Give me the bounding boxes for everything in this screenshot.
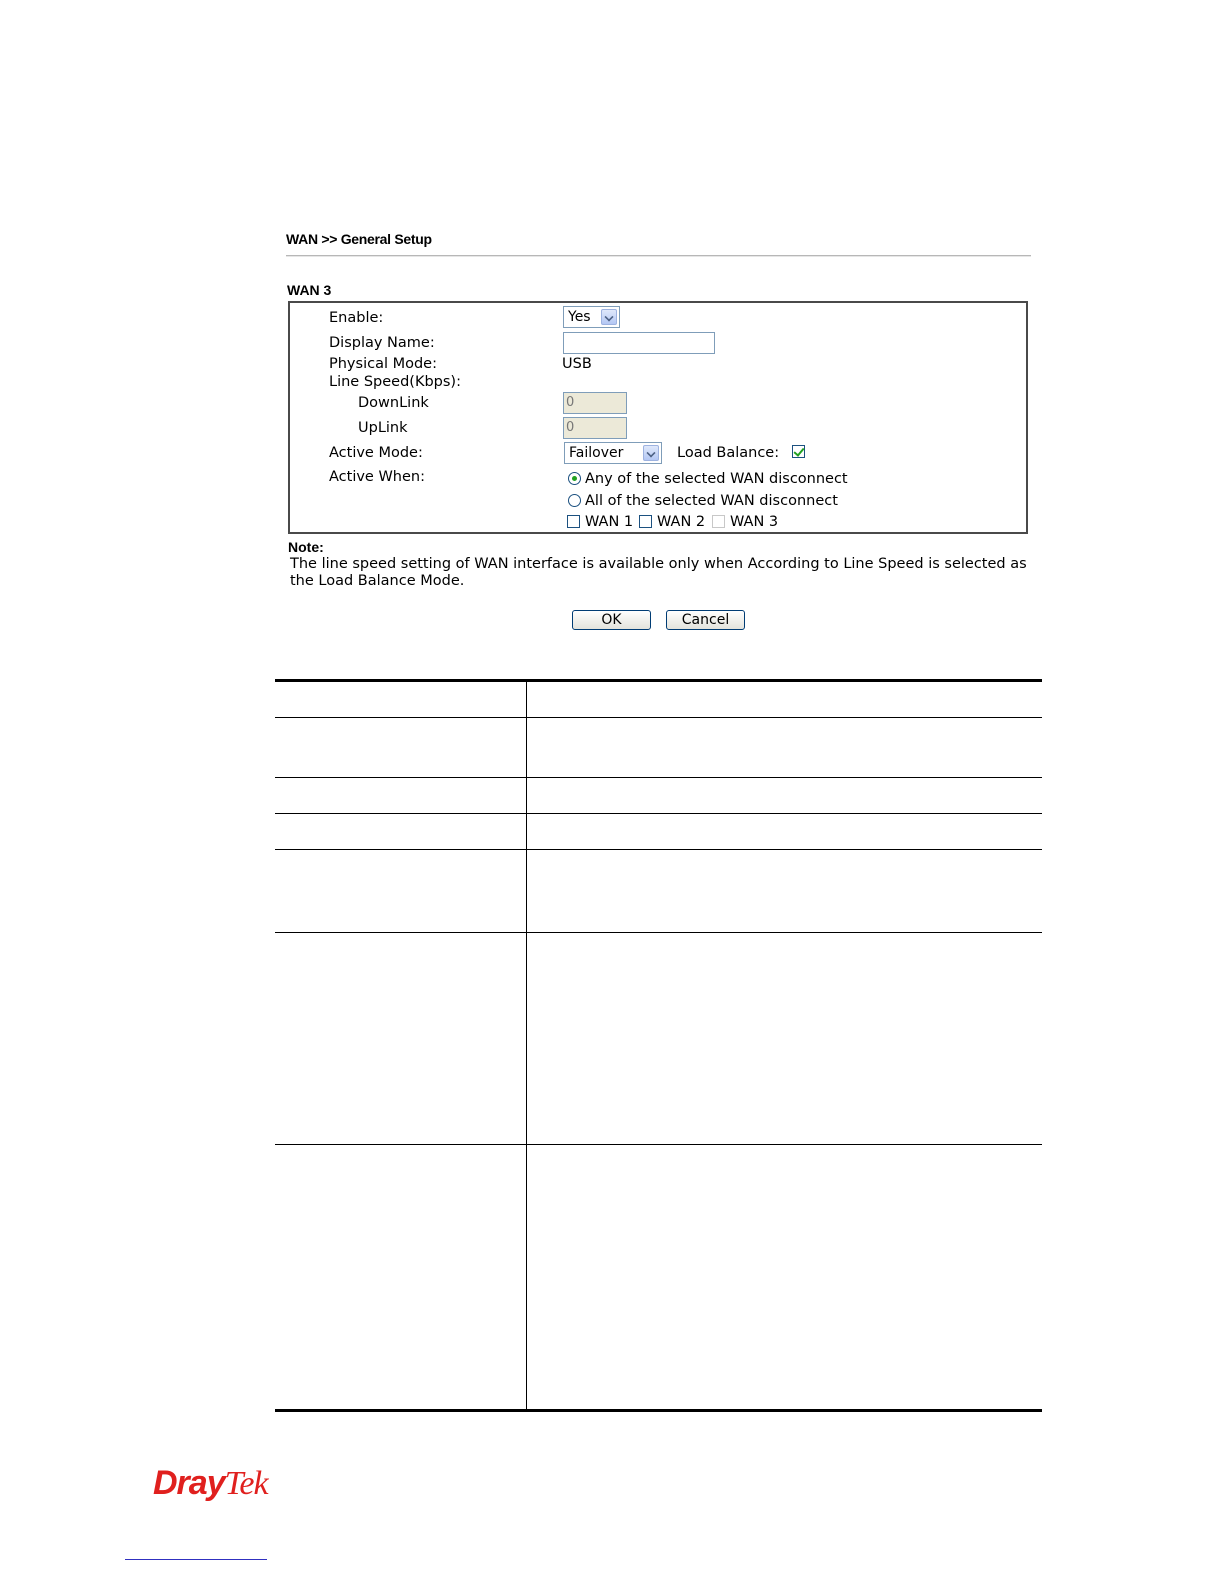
enable-label: Enable: xyxy=(329,310,384,326)
table-bottom-border xyxy=(275,1409,1042,1412)
note-text: The line speed setting of WAN interface is available only when According to Line Speed is selected as the Load Balance Mode. xyxy=(290,556,1027,589)
wan2-checkbox[interactable] xyxy=(639,515,652,528)
wan2-label: WAN 2 xyxy=(657,514,706,530)
cancel-button[interactable]: Cancel xyxy=(666,610,745,630)
chevron-down-icon xyxy=(643,445,659,461)
logo-dray-text: Dray xyxy=(153,1464,225,1502)
breadcrumb: WAN >> General Setup xyxy=(286,231,432,247)
downlink-input[interactable]: 0 xyxy=(563,392,627,414)
load-balance-checkbox[interactable] xyxy=(792,445,805,458)
radio-all-wan-label: All of the selected WAN disconnect xyxy=(585,493,838,509)
table-top-border xyxy=(275,679,1042,682)
wan1-label: WAN 1 xyxy=(585,514,634,530)
radio-any-wan[interactable] xyxy=(568,472,581,485)
enable-select[interactable] xyxy=(563,306,620,328)
ok-button[interactable]: OK xyxy=(572,610,651,630)
physical-mode-label: Physical Mode: xyxy=(329,356,437,372)
uplink-label: UpLink xyxy=(358,420,408,436)
wan3-label: WAN 3 xyxy=(730,514,779,530)
footer-underline xyxy=(125,1559,267,1560)
physical-mode-value: USB xyxy=(562,356,592,372)
active-mode-select-value: Failover xyxy=(569,445,624,461)
table-column-divider xyxy=(526,681,527,1410)
table-row-divider xyxy=(275,777,1042,778)
radio-all-wan[interactable] xyxy=(568,494,581,507)
active-mode-label: Active Mode: xyxy=(329,445,423,461)
table-row-divider xyxy=(275,849,1042,850)
table-row-divider xyxy=(275,932,1042,933)
uplink-input[interactable]: 0 xyxy=(563,417,627,439)
downlink-label: DownLink xyxy=(358,395,429,411)
display-name-input[interactable] xyxy=(563,332,715,354)
line-speed-label: Line Speed(Kbps): xyxy=(329,374,461,390)
load-balance-label: Load Balance: xyxy=(677,445,780,461)
table-row-divider xyxy=(275,813,1042,814)
table-row-divider xyxy=(275,717,1042,718)
chevron-down-icon xyxy=(601,309,617,325)
table-row-divider xyxy=(275,1144,1042,1145)
section-title: WAN 3 xyxy=(287,282,332,298)
draytek-logo xyxy=(153,1464,268,1503)
radio-any-wan-label: Any of the selected WAN disconnect xyxy=(585,471,848,487)
display-name-label: Display Name: xyxy=(329,335,435,351)
enable-select-value: Yes xyxy=(568,309,591,325)
logo-tek-text: Tek xyxy=(224,1465,268,1502)
active-when-label: Active When: xyxy=(329,469,425,485)
wan1-checkbox[interactable] xyxy=(567,515,580,528)
note-title: Note: xyxy=(288,539,324,555)
header-divider xyxy=(286,255,1031,257)
wan3-checkbox xyxy=(712,515,725,528)
active-mode-select[interactable] xyxy=(564,442,662,464)
